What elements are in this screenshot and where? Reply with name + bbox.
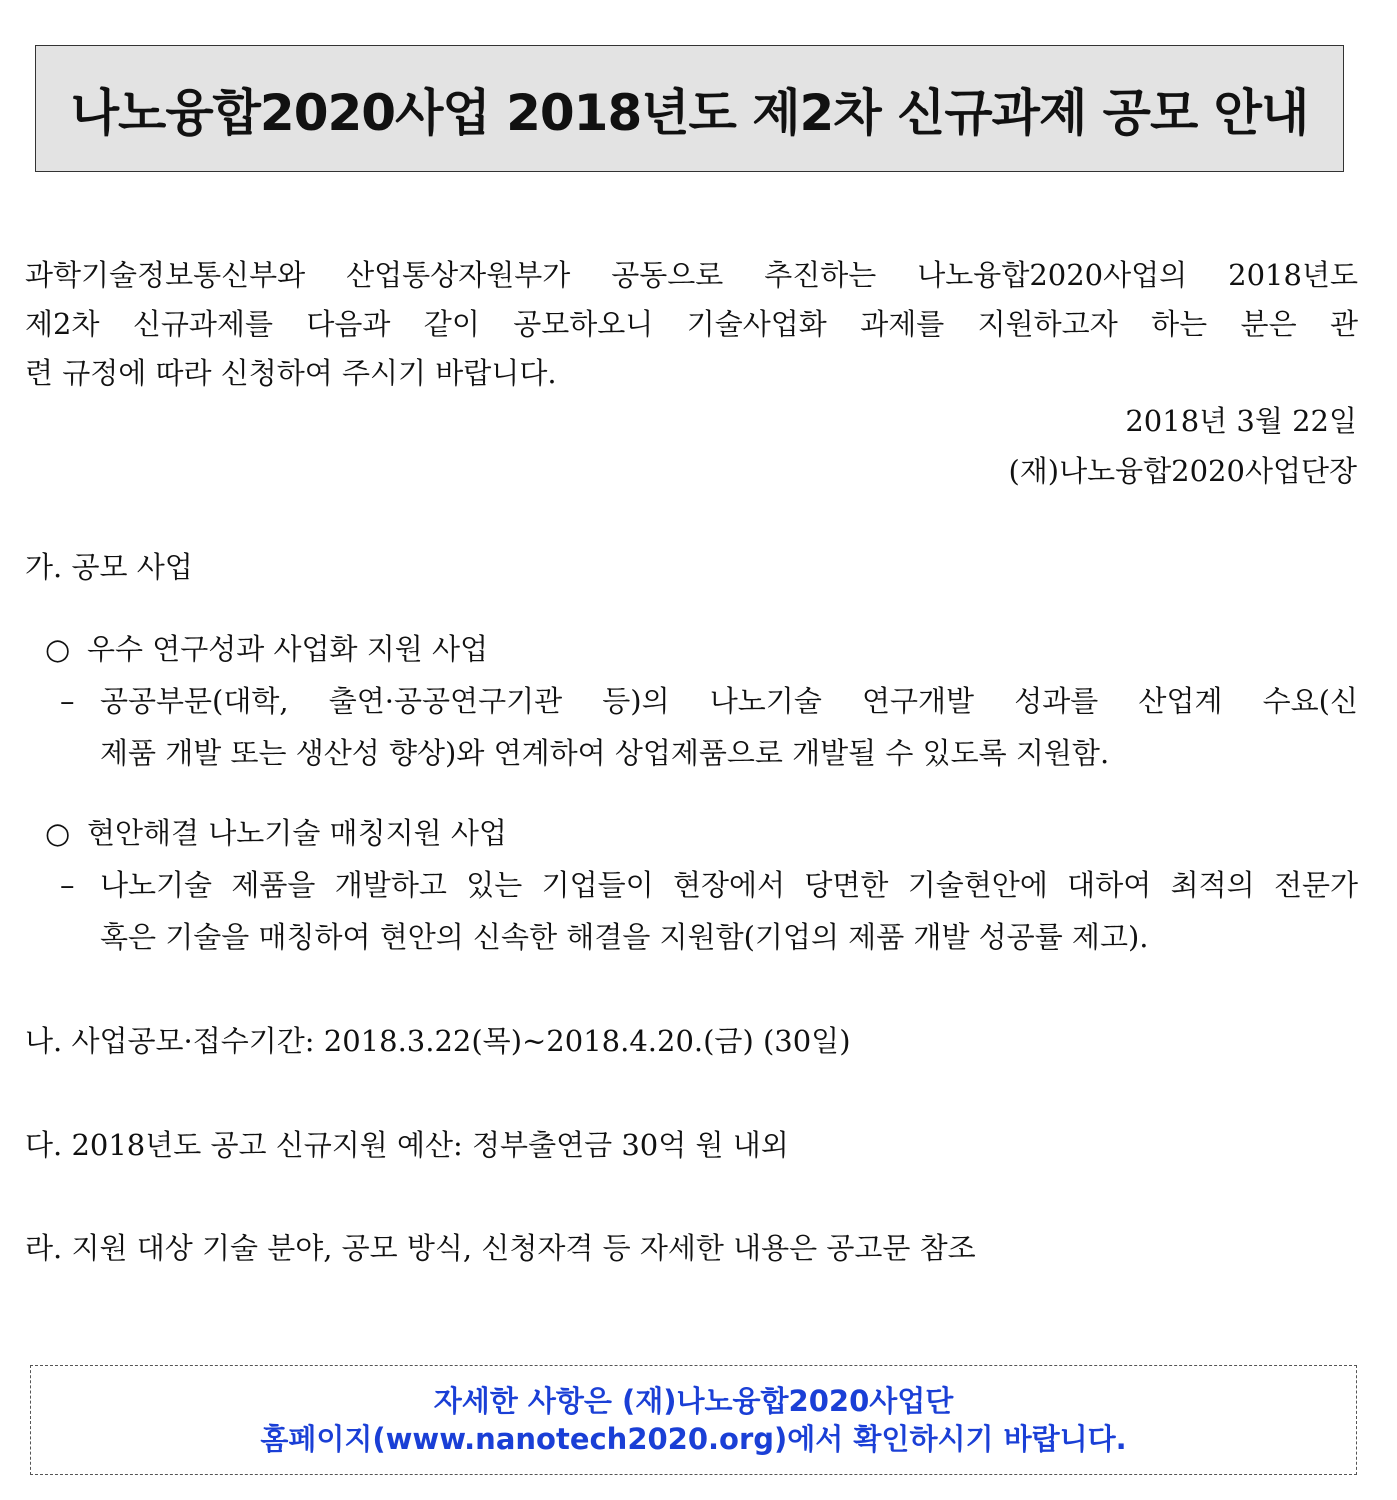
- item2-desc-line-1: [60, 868, 1358, 902]
- item1-desc-text-1: 공공부문(대학, 출연·공공연구기관 등)의 나노기술 연구개발 성과를 산업계 수요(신: [100, 684, 1358, 718]
- issuer-name: (재)나노융합2020사업단장: [1008, 454, 1357, 488]
- notice-box: [30, 1365, 1357, 1475]
- item2-heading: [45, 816, 507, 850]
- item1-desc-line-1: [60, 684, 1358, 718]
- title-banner: [35, 45, 1344, 172]
- dash-icon: –: [60, 868, 75, 902]
- intro-line-1: 과학기술정보통신부와 산업통상자원부가 공동으로 추진하는 나노융합2020사업의 2018년도: [25, 258, 1358, 292]
- page-title: 나노융합2020사업 2018년도 제2차 신규과제 공모 안내: [70, 83, 1309, 142]
- item2-desc-line-2: 혹은 기술을 매칭하여 현안의 신속한 해결을 지원함(기업의 제품 개발 성공률 제고).: [100, 920, 1149, 954]
- notice-line-2[interactable]: 홈페이지(www.nanotech2020.org)에서 확인하시기 바랍니다.: [260, 1422, 1127, 1456]
- section-da: 다. 2018년도 공고 신규지원 예산: 정부출연금 30억 원 내외: [25, 1128, 789, 1162]
- item2-title: 현안해결 나노기술 매칭지원 사업: [87, 816, 507, 850]
- item1-title: 우수 연구성과 사업화 지원 사업: [87, 632, 489, 666]
- section-ga-heading: 가. 공모 사업: [25, 550, 193, 584]
- announcement-date: 2018년 3월 22일: [1125, 404, 1357, 438]
- dash-icon: –: [60, 684, 75, 718]
- bullet-circle-icon: ○: [45, 816, 71, 850]
- intro-line-2: 제2차 신규과제를 다음과 같이 공모하오니 기술사업화 과제를 지원하고자 하는 분은 관: [25, 307, 1358, 341]
- section-ra: 라. 지원 대상 기술 분야, 공모 방식, 신청자격 등 자세한 내용은 공고문 참조: [25, 1231, 976, 1265]
- section-na: 나. 사업공모·접수기간: 2018.3.22(목)~2018.4.20.(금) (30일): [25, 1024, 851, 1058]
- intro-line-3: 련 규정에 따라 신청하여 주시기 바랍니다.: [25, 356, 557, 390]
- item1-desc-line-2: 제품 개발 또는 생산성 향상)와 연계하여 상업제품으로 개발될 수 있도록 지원함.: [100, 736, 1110, 770]
- notice-line-1: 자세한 사항은 (재)나노융합2020사업단: [433, 1384, 954, 1418]
- item2-desc-text-1: 나노기술 제품을 개발하고 있는 기업들이 현장에서 당면한 기술현안에 대하여 최적의 전문가: [100, 868, 1358, 902]
- item1-heading: [45, 632, 488, 666]
- bullet-circle-icon: ○: [45, 632, 71, 666]
